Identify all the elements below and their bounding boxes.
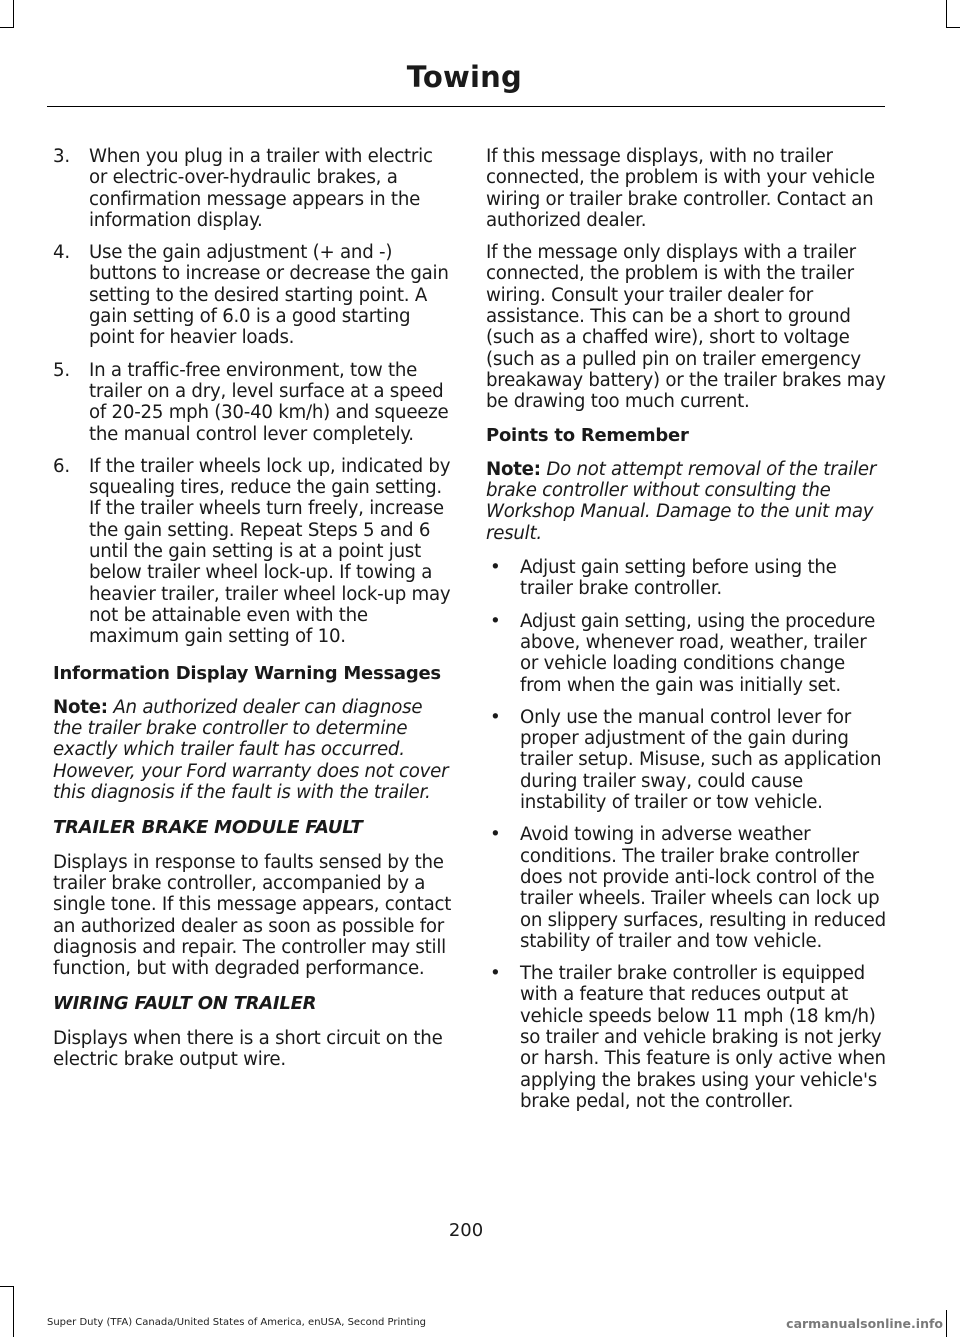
bullet-item [486, 611, 886, 696]
page-title: Towing [406, 60, 522, 94]
bullet-icon: • [490, 963, 501, 985]
step-number: 6. [53, 455, 70, 477]
bullet-text: The trailer brake controller is equipped with a feature that reduces output at vehicle speeds below 11 mph (18 km/h) so trailer and vehicle braking is not jerky or harsh. This feature is only active when applying the brakes using your vehicle's brake pedal, not the controller. [520, 963, 886, 1112]
crop-mark [13, 1286, 14, 1337]
bullet-icon: • [490, 610, 501, 632]
step-item [53, 146, 453, 231]
message-heading: TRAILER BRAKE MODULE FAULT [53, 817, 363, 839]
page-number: 200 [448, 1220, 484, 1241]
note-text: An authorized dealer can diagnose the trailer brake controller to determine exactly which trailer fault has occurred. However, your Ford warranty does not cover this diagnosis if the fault is with the trailer. [53, 696, 449, 804]
paragraph: Displays when there is a short circuit on the electric brake output wire. [53, 1027, 443, 1070]
crop-mark [0, 27, 14, 28]
left-column [53, 146, 453, 1081]
step-item [53, 360, 453, 445]
step-text: If the trailer wheels lock up, indicated by squealing tires, reduce the gain setting. If the trailer wheels turn freely, increase the gain setting. Repeat Steps 5 and 6 until the gain setting is at a point just below trailer wheel lock-up. If towing a heavier trailer, trailer wheel lock-up may not be attainable even with the maximum gain setting of 10. [89, 455, 451, 648]
note-label: Note: [53, 696, 108, 718]
step-item [53, 242, 453, 348]
crop-mark [13, 0, 14, 28]
paragraph: If the message only displays with a trailer connected, the problem is with the trailer wiring. Consult your trailer dealer for assistance. This can be a short to ground (such as a chaffed wire), short to voltage (such as a pulled pin on trailer emergency breakaway battery) or the trailer brakes may be drawing too much current. [486, 242, 886, 413]
step-number: 4. [53, 242, 70, 264]
step-text: When you plug in a trailer with electric or electric-over-hydraulic brakes, a confirmation message appears in the information display. [89, 146, 433, 231]
note-label: Note: [486, 458, 541, 480]
step-number: 5. [53, 359, 70, 381]
bullet-text: Only use the manual control lever for proper adjustment of the gain during trailer setup. Misuse, such as application during trailer sway, could cause instability of trailer or tow vehicle. [520, 706, 882, 814]
message-heading: WIRING FAULT ON TRAILER [53, 993, 317, 1015]
bullet-item [486, 963, 886, 1112]
bullet-icon: • [490, 557, 501, 579]
bullet-item [486, 824, 886, 952]
step-number: 3. [53, 146, 70, 167]
crop-mark [946, 1310, 947, 1337]
bullet-text: Adjust gain setting before using the trailer brake controller. [520, 557, 837, 600]
note-text: Do not attempt removal of the trailer brake controller without consulting the Workshop Manual. Damage to the unit may result. [486, 458, 877, 544]
section-heading: Information Display Warning Messages [53, 662, 441, 684]
watermark: carmanualsonline.info [786, 1316, 943, 1331]
bullet-text: Avoid towing in adverse weather conditions. The trailer brake controller does not provide anti-lock control of the trailer wheels. Trailer wheels can lock up on slippery surfaces, resulting in reduced stability of trailer and tow vehicle. [520, 824, 886, 952]
step-item [53, 456, 453, 648]
bullet-icon: • [490, 824, 501, 846]
bullet-item [486, 557, 886, 600]
step-text: In a traffic-free environment, tow the trailer on a dry, level surface at a speed of 20-25 mph (30-40 km/h) and squeeze the manual control lever completely. [89, 359, 449, 445]
right-column [486, 146, 886, 1123]
crop-mark [946, 27, 960, 28]
bullet-icon: • [490, 706, 501, 728]
note [53, 697, 453, 803]
section-heading: Points to Remember [486, 424, 689, 446]
note [486, 459, 886, 544]
paragraph: Displays in response to faults sensed by the trailer brake controller, accompanied by a single tone. If this message appears, contact an authorized dealer as soon as possible for diagnosis and repair. The controller may still function, but with degraded performance. [53, 851, 452, 980]
crop-mark [0, 1286, 14, 1287]
paragraph: If this message displays, with no trailer connected, the problem is with your vehicle wiring or trailer brake controller. Contact an authorized dealer. [486, 146, 875, 231]
header-rule [47, 106, 885, 107]
bullet-item [486, 707, 886, 813]
step-text: Use the gain adjustment (+ and -) buttons to increase or decrease the gain setting to the desired starting point. A gain setting of 6.0 is a good starting point for heavier loads. [89, 242, 449, 349]
crop-mark [946, 0, 947, 28]
edition-footer: Super Duty (TFA) Canada/United States of America, enUSA, Second Printing [47, 1317, 427, 1328]
bullet-text: Adjust gain setting, using the procedure above, whenever road, weather, trailer or vehicle loading conditions change from when the gain was initially set. [520, 610, 876, 696]
